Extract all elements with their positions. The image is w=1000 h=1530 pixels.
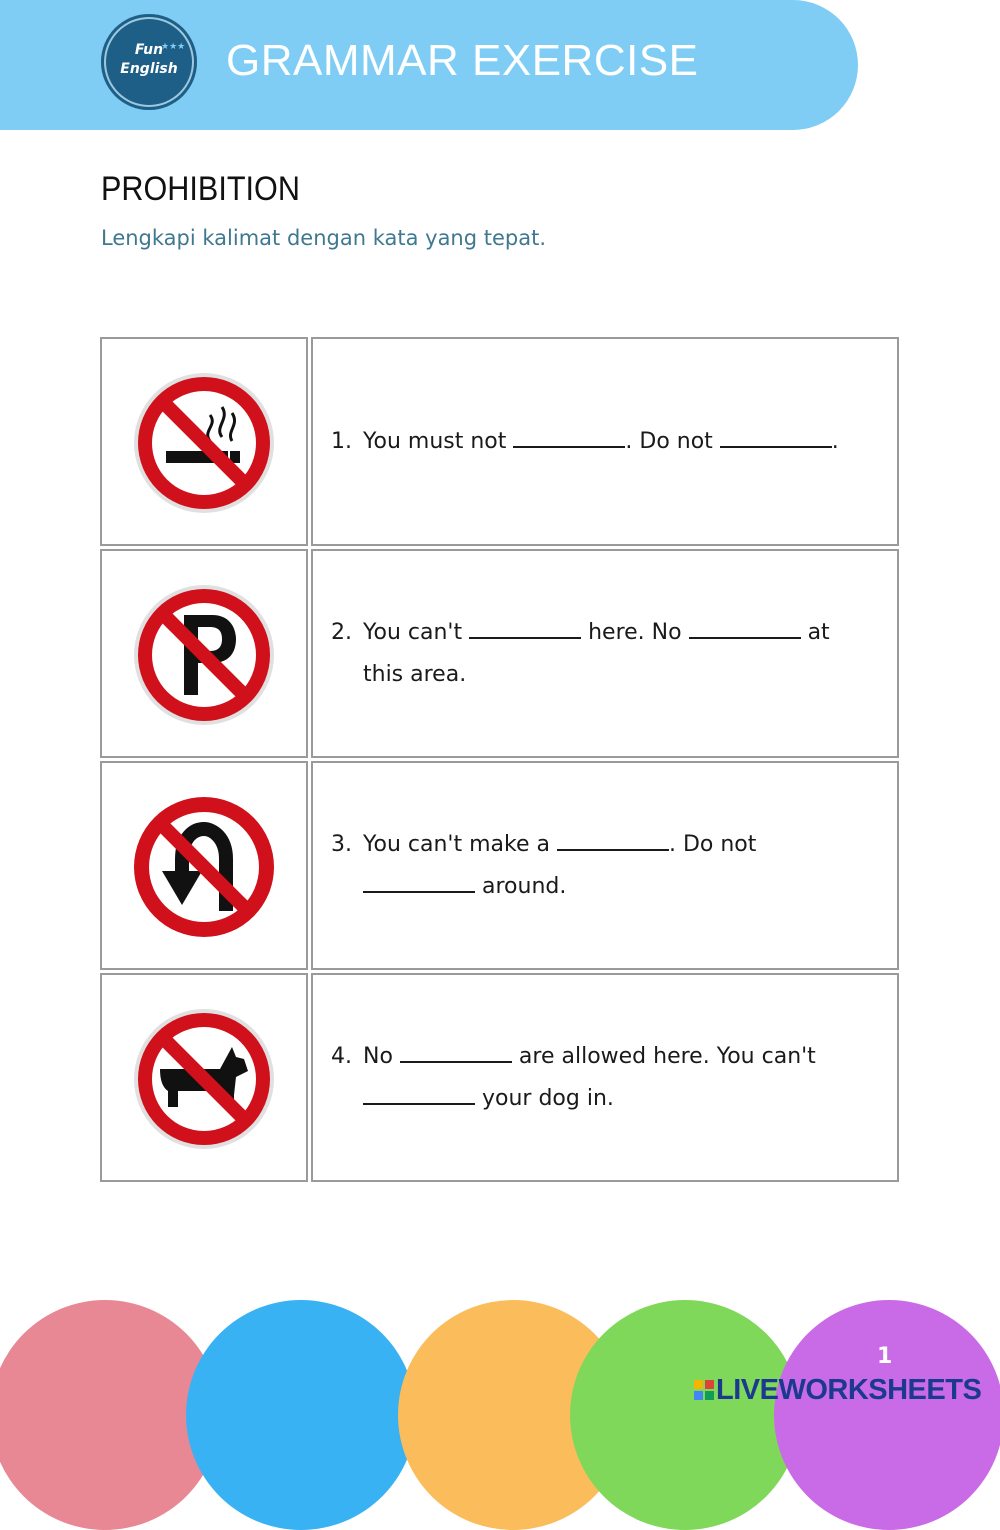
decor-bubble-blue: [186, 1300, 416, 1530]
no-u-turn-icon: [132, 795, 276, 939]
sentence-fragment: You must not: [363, 428, 514, 454]
decor-bubble-green: [570, 1300, 800, 1530]
sentence-fragment: You can't make a: [363, 831, 557, 857]
brand-text: LIVEWORKSHEETS: [716, 1374, 982, 1406]
page-number: 1: [877, 1344, 893, 1369]
answer-blank[interactable]: [400, 1043, 512, 1063]
answer-blank[interactable]: [513, 428, 625, 448]
answer-blank[interactable]: [363, 1085, 475, 1105]
sentence-cell: [311, 973, 899, 1182]
answer-blank[interactable]: [469, 619, 581, 639]
no-parking-icon: [132, 583, 276, 727]
answer-blank[interactable]: [363, 873, 475, 893]
item-number: 2.: [331, 619, 352, 645]
sentence-text: [363, 612, 873, 696]
sign-cell: [100, 973, 308, 1182]
item-number: 3.: [331, 831, 352, 857]
no-smoking-icon: [132, 371, 276, 515]
sentence-fragment: are allowed here. You can't: [511, 1043, 816, 1069]
sentence-fragment: .: [831, 428, 839, 454]
logo-text-fun: Fun: [134, 42, 164, 58]
sentence-cell: [311, 337, 899, 546]
section-title: PROHIBITION: [101, 170, 300, 208]
no-dogs-icon: [132, 1007, 276, 1151]
answer-blank[interactable]: [720, 428, 832, 448]
sentence-fragment: . Do not: [625, 428, 720, 454]
decor-bubble-purple: [774, 1300, 1000, 1530]
sentence-cell: [311, 761, 899, 970]
sentence-fragment: at this area.: [363, 619, 830, 687]
sentence-text: [363, 824, 873, 908]
item-number: 1.: [331, 428, 352, 454]
page-title: GRAMMAR EXERCISE: [226, 36, 699, 85]
exercise-row: [100, 549, 899, 758]
sentence-fragment: here. No: [581, 619, 689, 645]
star-icon: ★★★: [161, 42, 186, 52]
exercise-row: [100, 973, 899, 1182]
sentence-fragment: your dog in.: [475, 1085, 614, 1111]
liveworksheets-mark-icon: [694, 1380, 714, 1400]
sentence-text: [363, 1036, 873, 1120]
fun-english-logo: [101, 14, 197, 110]
sentence-text: [363, 421, 873, 463]
sentence-1: [331, 421, 873, 463]
sentence-2: [331, 612, 873, 696]
sentence-cell: [311, 549, 899, 758]
exercise-row: [100, 761, 899, 970]
sentence-4: [331, 1036, 873, 1120]
answer-blank[interactable]: [557, 831, 669, 851]
sentence-fragment: . Do not: [668, 831, 757, 857]
sentence-3: [331, 824, 873, 908]
instruction-text: Lengkapi kalimat dengan kata yang tepat.: [101, 226, 547, 250]
sign-cell: [100, 337, 308, 546]
sign-cell: [100, 761, 308, 970]
answer-blank[interactable]: [689, 619, 801, 639]
sentence-fragment: You can't: [363, 619, 470, 645]
sentence-fragment: No: [363, 1043, 400, 1069]
logo-text-english: English: [120, 61, 178, 77]
item-number: 4.: [331, 1043, 352, 1069]
sign-cell: [100, 549, 308, 758]
exercise-row: [100, 337, 899, 546]
sentence-fragment: around.: [475, 873, 567, 899]
